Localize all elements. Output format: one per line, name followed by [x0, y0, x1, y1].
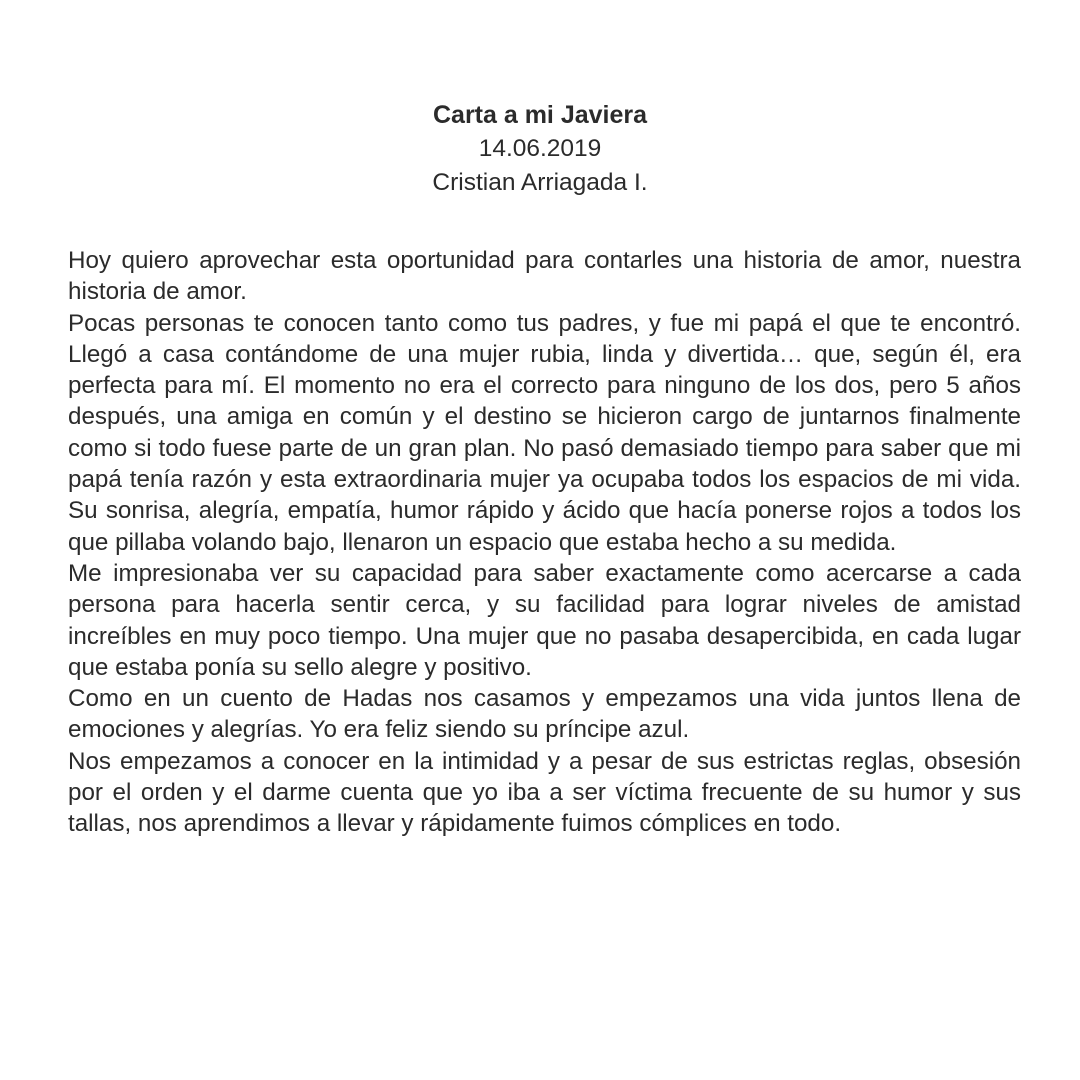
paragraph-intro: Hoy quiero aprovechar esta oportunidad para contarles una historia de amor, nuestra historia de amor. — [68, 247, 1021, 306]
letter-body — [68, 245, 1021, 840]
paragraph-meeting: Pocas personas te conocen tanto como tus padres, y fue mi papá el que te encontró. Llegó a casa contándome de una mujer rubia, linda y divertida… que, según él, era perfecta para mí. El momento no era el correcto para ninguno de los dos, pero 5 años después, una amiga en común y el destino se hicieron cargo de juntarnos finalmente como si todo fuese parte de un gran plan. No pasó demasiado tiempo para saber que mi papá tenía razón y esta extraordinaria mujer ya ocupaba todos los espacios de mi vida. Su sonrisa, alegría, empatía, humor rápido y ácido que hacía ponerse rojos a todos los que pillaba volando bajo, llenaron un espacio que estaba hecho a su medida. — [68, 309, 1021, 556]
letter-date: 14.06.2019 — [478, 135, 602, 162]
paragraph-personality: Me impresionaba ver su capacidad para saber exactamente como acercarse a cada persona para hacerla sentir cerca, y su facilidad para lograr niveles de amistad increíbles en muy poco tiempo. Una mujer que no pasaba desapercibida, en cada lugar que estaba ponía su sello alegre y positivo. — [68, 559, 1021, 681]
letter-author: Cristian Arriagada I. — [432, 169, 648, 196]
paragraph-marriage: Como en un cuento de Hadas nos casamos y empezamos una vida juntos llena de emociones y alegrías. Yo era feliz siendo su príncipe azul. — [68, 685, 1021, 744]
letter-title: Carta a mi Javiera — [432, 101, 648, 129]
paragraph-intimacy: Nos empezamos a conocer en la intimidad y a pesar de sus estrictas reglas, obsesión por el orden y el darme cuenta que yo iba a ser víctima frecuente de su humor y sus tallas, nos aprendimos a llevar y rápidamente fuimos cómplices en todo. — [68, 747, 1021, 838]
letter-header — [0, 98, 1080, 200]
